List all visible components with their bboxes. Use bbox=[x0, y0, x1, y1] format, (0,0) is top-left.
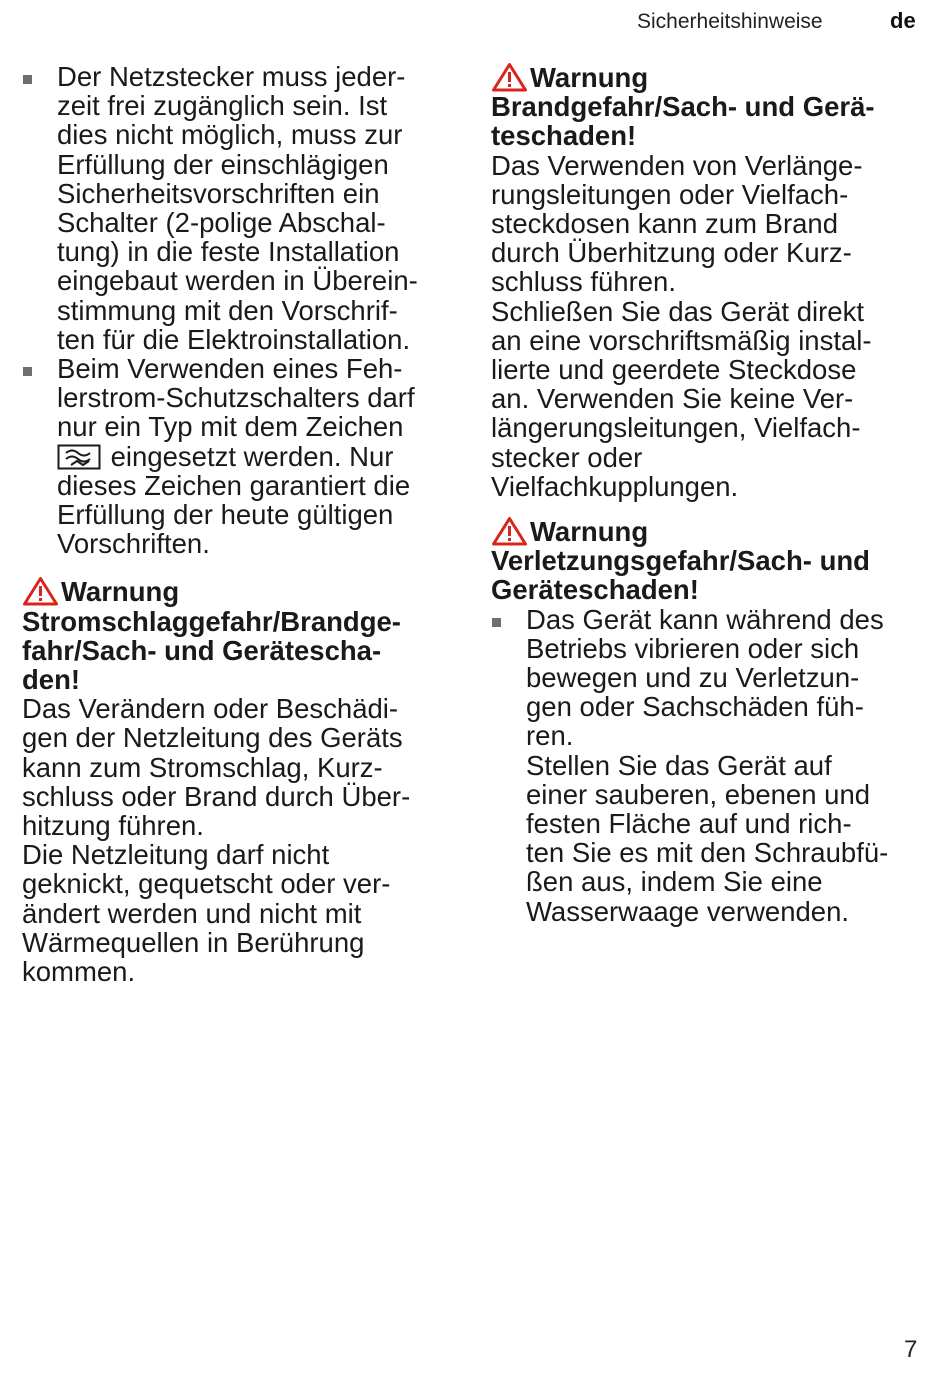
text-line: stimmung mit den Vorschrif- bbox=[57, 294, 398, 326]
text-line: an eine vorschriftsmäßig instal- bbox=[491, 324, 872, 356]
text-line: gen der Netzleitung des Geräts bbox=[22, 722, 403, 754]
text-line: Vielfachkupplungen. bbox=[491, 470, 739, 502]
text-line-with-symbol bbox=[57, 442, 462, 471]
text-line: rungsleitungen oder Vielfach- bbox=[491, 178, 849, 210]
warning-triangle-icon bbox=[22, 576, 59, 606]
text-line: ten für die Elektroinstallation. bbox=[57, 323, 411, 355]
text-line: längerungsleitungen, Vielfach- bbox=[491, 412, 861, 444]
list-item bbox=[22, 62, 462, 354]
text-line: gen oder Sachschäden füh- bbox=[526, 691, 864, 723]
text-line: dieses Zeichen garantiert die bbox=[57, 469, 411, 501]
text-line: Erfüllung der einschlägigen bbox=[57, 148, 389, 180]
warning-block bbox=[22, 576, 462, 986]
text-line: Wasserwaage verwenden. bbox=[526, 895, 850, 927]
text-line: Der Netzstecker muss jeder- bbox=[57, 61, 406, 92]
warning-title-line: fahr/Sach- und Geräteschа- bbox=[22, 634, 382, 666]
warning-title-line: Verletzungsgefahr/Sach- und bbox=[491, 545, 870, 577]
text-line: Das Verändern oder Beschädi- bbox=[22, 693, 399, 725]
square-bullet-icon bbox=[23, 75, 32, 84]
square-bullet-icon bbox=[492, 618, 501, 627]
text-line: Sicherheitsvorschriften ein bbox=[57, 177, 380, 209]
text-line: Betriebs vibrieren oder sich bbox=[526, 632, 860, 664]
list-item bbox=[22, 354, 462, 558]
text-line: durch Überhitzung oder Kurz- bbox=[491, 237, 852, 269]
text-line: Wärmequellen in Berührung bbox=[22, 926, 365, 958]
rcd-symbol-icon bbox=[57, 444, 101, 470]
text-line: an. Verwenden Sie keine Ver- bbox=[491, 383, 854, 415]
warning-title-line: Stromschlaggefahr/Brandge- bbox=[22, 605, 401, 637]
text-line: tung) in die feste Installation bbox=[57, 236, 400, 268]
text-line: Das Verwenden von Verlänge- bbox=[491, 149, 863, 181]
warning-heading bbox=[22, 576, 462, 606]
text-line: ten Sie es mit den Schraubfü- bbox=[526, 837, 889, 869]
warning-title-line: den! bbox=[22, 664, 81, 696]
text-line: kommen. bbox=[22, 956, 136, 988]
warning-block bbox=[491, 516, 931, 926]
warning-label: Warnung bbox=[530, 62, 649, 93]
text-line: bewegen und zu Verletzun- bbox=[526, 662, 860, 694]
warning-triangle-icon bbox=[491, 62, 528, 92]
text-line: kann zum Stromschlag, Kurz- bbox=[22, 751, 383, 783]
warning-label: Warnung bbox=[530, 516, 649, 548]
warning-title-line: teschaden! bbox=[491, 120, 637, 152]
header-language-code: de bbox=[890, 8, 916, 33]
right-column bbox=[491, 62, 931, 926]
text-line: lerstrom-Schutzschalters darf bbox=[57, 382, 415, 414]
text-line: Schalter (2-polige Abschal- bbox=[57, 207, 386, 239]
text-line: festen Fläche auf und rich- bbox=[526, 808, 852, 840]
warning-triangle-icon bbox=[491, 516, 528, 546]
list-item bbox=[491, 605, 931, 926]
text-line: Das Gerät kann während des bbox=[526, 603, 884, 635]
square-bullet-icon bbox=[23, 367, 32, 376]
text-line: ßen aus, indem Sie eine bbox=[526, 866, 823, 898]
text-line: Stellen Sie das Gerät auf bbox=[526, 749, 832, 781]
text-line: stecker oder bbox=[491, 441, 643, 473]
text-line: schluss führen. bbox=[491, 266, 676, 298]
text-line: hitzung führen. bbox=[22, 810, 204, 842]
text-line: Vorschriften. bbox=[57, 528, 210, 560]
warning-heading bbox=[491, 516, 931, 546]
text-line: eingebaut werden in Überein- bbox=[57, 265, 418, 297]
text-line: Beim Verwenden eines Feh- bbox=[57, 353, 403, 385]
text-line: zeit frei zugänglich sein. Ist bbox=[57, 90, 388, 122]
text-line: nur ein Typ mit dem Zeichen bbox=[57, 411, 404, 443]
warning-label: Warnung bbox=[61, 576, 180, 608]
header-section-title: Sicherheitshinweise bbox=[637, 10, 823, 33]
left-column bbox=[22, 62, 462, 986]
text-line: dies nicht möglich, muss zur bbox=[57, 119, 403, 151]
text-line: einer sauberen, ebenen und bbox=[526, 778, 871, 810]
page-number: 7 bbox=[904, 1336, 918, 1363]
warning-title-line: Brandgefahr/Sach- und Gerä- bbox=[491, 91, 875, 123]
text-fragment: eingesetzt werden. Nur bbox=[103, 440, 394, 472]
text-line: geknickt, gequetscht oder ver- bbox=[22, 868, 391, 900]
warning-title-line: Geräteschaden! bbox=[491, 574, 699, 606]
warning-heading bbox=[491, 62, 931, 92]
text-line: schluss oder Brand durch Über- bbox=[22, 780, 411, 812]
text-line: Die Netzleitung darf nicht bbox=[22, 839, 330, 871]
text-line: steckdosen kann zum Brand bbox=[491, 208, 838, 240]
text-line: Erfüllung der heute gültigen bbox=[57, 499, 394, 531]
warning-block bbox=[491, 62, 931, 501]
text-line: lierte und geerdete Steckdose bbox=[491, 354, 857, 386]
text-line: Schließen Sie das Gerät direkt bbox=[491, 295, 864, 327]
text-line: ren. bbox=[526, 720, 574, 752]
text-line: ändert werden und nicht mit bbox=[22, 897, 362, 929]
